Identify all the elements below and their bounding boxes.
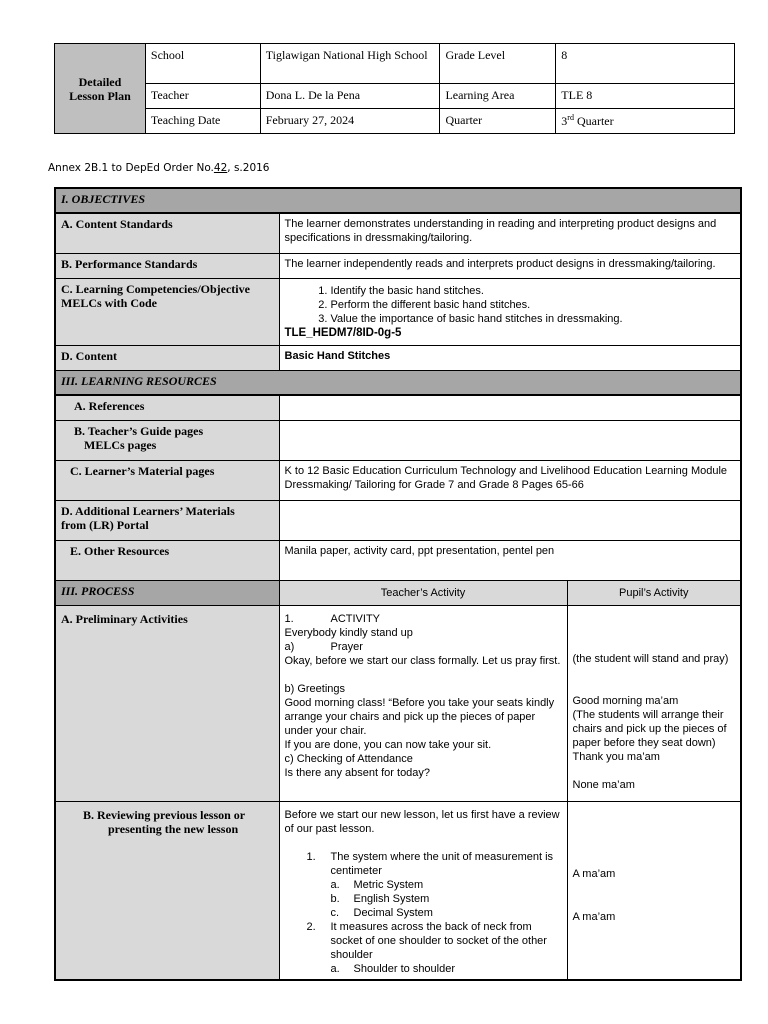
competencies-label: C. Learning Competencies/Objective MELCs with Code (55, 278, 279, 345)
area-value: TLE 8 (556, 84, 735, 109)
teacher-activity-header: Teacher’s Activity (279, 580, 567, 605)
references-value (279, 395, 741, 420)
list-item: 2. Perform the different basic hand stitches. (331, 298, 736, 312)
performance-standards-value: The learner independently reads and interprets product designs in dressmaking/tailoring. (279, 253, 741, 278)
resources-heading: III. LEARNING RESOURCES (55, 370, 741, 395)
content-standards-label: A. Content Standards (55, 213, 279, 253)
competencies-list (285, 284, 736, 326)
quarter-label: Quarter (440, 109, 556, 134)
other-resources-value: Manila paper, activity card, ppt presentation, pentel pen (279, 540, 741, 580)
review-teacher-cell: Before we start our new lesson, let us first have a review of our past lesson. 1. The system where the unit of measurement is centimeter a. Metric System b. English System c. Decimal System 2. It measures across the back of neck from socket of one shoulder to socket of the other shoulder a. Shoulder to shoulder (279, 801, 567, 980)
performance-standards-label: B. Performance Standards (55, 253, 279, 278)
teacher-value: Dona L. De la Pena (260, 84, 440, 109)
content-label: D. Content (55, 345, 279, 370)
preliminary-teacher-cell: 1. ACTIVITY Everybody kindly stand up a) Prayer Okay, before we start our class formally. Let us pray first. b) Greetings Good morning class! “Before you take your seats kindly arrange your chairs and pick up the pieces of paper under your chair. If you are done, you can now take your sit. c) Checking of Attendance Is there any absent for today? (279, 605, 567, 801)
document-title: Detailed Lesson Plan (55, 44, 146, 134)
objectives-heading: I. OBJECTIVES (55, 188, 741, 213)
content-standards-value: The learner demonstrates understanding in reading and interpreting product designs and specifications in dressmaking/tailoring. (279, 213, 741, 253)
additional-materials-label: D. Additional Learners’ Materials from (LR) Portal (55, 500, 279, 540)
review-pupil-cell: A ma’am A ma’am (567, 801, 741, 980)
preliminary-pupil-cell: (the student will stand and pray) Good morning ma’am (The students will arrange their chairs and pick up the pieces of paper before they seat down) Thank you ma’am None ma’am (567, 605, 741, 801)
competencies-value (279, 278, 741, 345)
date-value: February 27, 2024 (260, 109, 440, 134)
other-resources-label: E. Other Resources (55, 540, 279, 580)
preliminary-activities-label: A. Preliminary Activities (55, 605, 279, 801)
header-table (54, 43, 735, 134)
pupil-activity-header: Pupil’s Activity (567, 580, 741, 605)
school-value: Tiglawigan National High School (260, 44, 440, 84)
additional-materials-value (279, 500, 741, 540)
content-value: Basic Hand Stitches (279, 345, 741, 370)
references-label: A. References (55, 395, 279, 420)
learners-material-value: K to 12 Basic Education Curriculum Technology and Livelihood Education Learning Module Dressmaking/ Tailoring for Grade 7 and Grade 8 Pages 65-66 (279, 460, 741, 500)
annex-reference: Annex 2B.1 to DepEd Order No.42, s.2016 (48, 162, 270, 174)
list-item: 1. Identify the basic hand stitches. (331, 284, 736, 298)
learners-material-label: C. Learner’s Material pages (55, 460, 279, 500)
teachers-guide-value (279, 420, 741, 460)
area-label: Learning Area (440, 84, 556, 109)
school-label: School (145, 44, 260, 84)
grade-value: 8 (556, 44, 735, 84)
process-heading: III. PROCESS (55, 580, 279, 605)
date-label: Teaching Date (145, 109, 260, 134)
grade-label: Grade Level (440, 44, 556, 84)
quarter-value: 3rd Quarter (556, 109, 735, 134)
teacher-label: Teacher (145, 84, 260, 109)
teachers-guide-label: B. Teacher’s Guide pages MELCs pages (55, 420, 279, 460)
list-item: 3. Value the importance of basic hand stitches in dressmaking. (331, 312, 736, 326)
competency-code: TLE_HEDM7/8ID-0g-5 (284, 326, 402, 339)
lesson-plan-table (54, 187, 742, 981)
review-lesson-label: B. Reviewing previous lesson or presenting the new lesson (55, 801, 279, 980)
